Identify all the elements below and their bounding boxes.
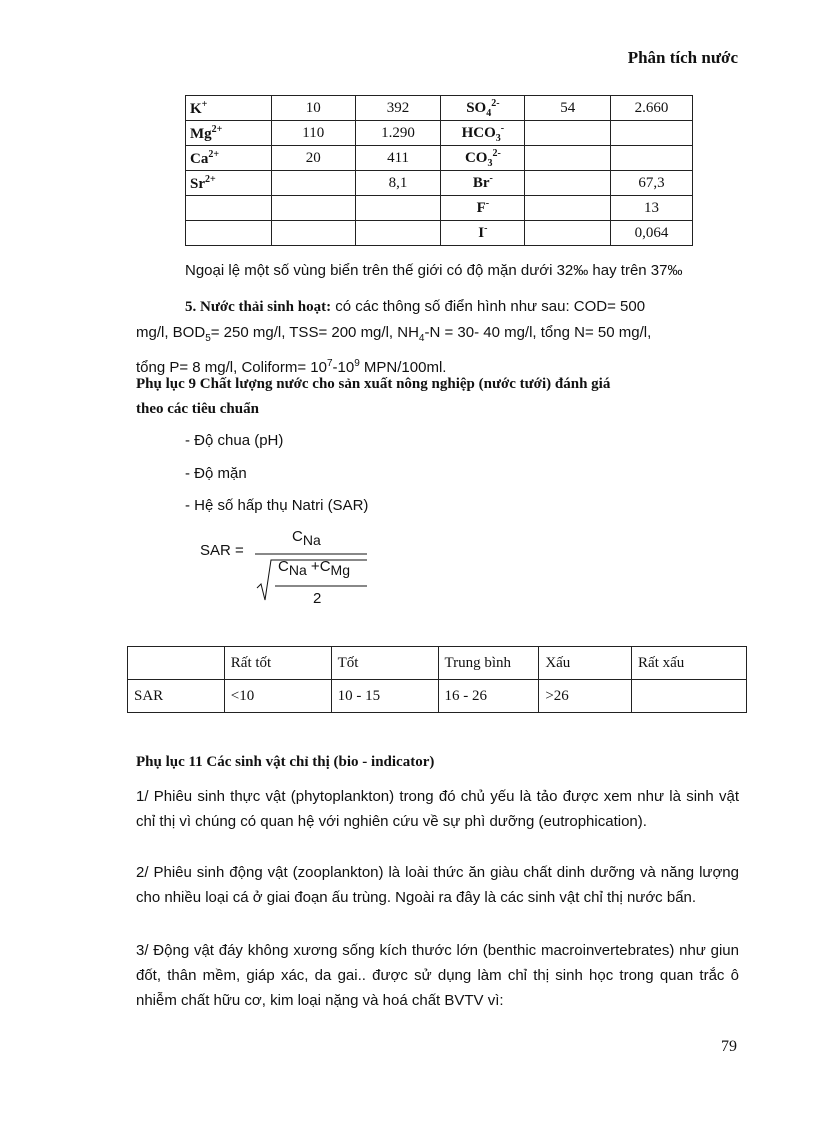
anion-value-b: 0,064 [611,221,693,246]
anion-value-b [611,121,693,146]
salinity-note: Ngoại lệ một số vùng biển trên thế giới có độ mặn dưới 32‰ hay trên 37‰ [185,262,683,279]
cation-value-b [355,221,441,246]
appendix-9-heading: Phụ lục 9 Chất lượng nước cho sản xuất nông nghiệp (nước tưới) đánh giá theo các tiêu chuẩn [136,376,611,417]
anion-value-b: 13 [611,196,693,221]
cation-cell: $Sr^{2+}$ [186,171,272,196]
anion-value-a [525,146,611,171]
cation-value-b [355,196,441,221]
anion-value-a: 54 [525,96,611,121]
cation-cell: $Ca^{2+}$ [186,146,272,171]
anion-cell: $HCO_3^-$ [441,121,525,146]
ion-concentration-table [185,95,693,246]
cation-value-a [271,221,355,246]
appendix-11-paragraph-2: 2/ Phiêu sinh động vật (zooplankton) là loài thức ăn giàu chất dinh dưỡng và năng lượng cho nhiều loại cá ở giai đoạn ấu trùng. Ngoài ra đây là các sinh vật chỉ thị nước bẩn. [136,864,739,906]
appendix-11-paragraph-1: 1/ Phiêu sinh thực vật (phytoplankton) trong đó chủ yếu là tảo được xem như là sinh vật chỉ thị vì chúng có quan hệ với nghiên cứu về sự phì dưỡng (eutrophication). [136,788,739,830]
sar-formula [200,528,400,618]
cation-value-a: 110 [271,121,355,146]
formula-lhs: SAR = [200,542,244,559]
anion-value-b: 67,3 [611,171,693,196]
ion-table-row [186,171,693,196]
sar-classification-table [127,646,747,713]
cation-value-b: 1.290 [355,121,441,146]
page-header-title: Phân tích nước [627,48,738,67]
anion-cell: $SO_4^{2-}$ [441,96,525,121]
anion-cell: F- [441,196,525,221]
cation-cell [186,221,272,246]
anion-cell: Br- [441,171,525,196]
anion-value-a [525,171,611,196]
cation-value-a [271,196,355,221]
bullet-ph: - Độ chua (pH) [185,432,284,449]
cation-value-b: 392 [355,96,441,121]
cation-cell [186,196,272,221]
bullet-sar: - Hệ số hấp thụ Natri (SAR) [185,497,369,514]
cation-value-b: 411 [355,146,441,171]
sar-table-value-row: SAR <10 10 - 15 16 - 26 >26 [128,680,747,713]
page-number: 79 [721,1038,737,1055]
anion-value-a [525,121,611,146]
cation-cell: $Mg^{2+}$ [186,121,272,146]
cation-value-a: 20 [271,146,355,171]
bullet-salinity: - Độ mặn [185,465,247,482]
anion-cell: $CO_3^{2-}$ [441,146,525,171]
ion-table-row [186,146,693,171]
anion-value-b: 2.660 [611,96,693,121]
cation-value-b: 8,1 [355,171,441,196]
appendix-11-heading: Phụ lục 11 Các sinh vật chỉ thị (bio - indicator) [136,754,435,770]
formula-numerator: $C_{Na}$ [292,528,321,548]
anion-value-a [525,196,611,221]
cation-value-a: 10 [271,96,355,121]
formula-inner-sum: $C_{Na} +C_{Mg}$ [278,558,350,578]
appendix-11-paragraph-3: 3/ Động vật đáy không xương sống kích thước lớn (benthic macroinvertebrates) như giun đốt, thân mềm, giáp xác, da gai.. được sử dụng làm chỉ thị sinh học trong quan trắc ô nhiễm chất hữu cơ, kim loại nặng và hoá chất BVTV vì: [136,942,739,1009]
ion-table-row [186,221,693,246]
sar-table-header-row: Rất tốt Tốt Trung bình Xấu Rất xấu [128,647,747,680]
cation-cell: K+ [186,96,272,121]
ion-table-row [186,196,693,221]
section-5-paragraph: 5. Nước thải sinh hoạt: có các thông số điển hình như sau: COD= 500 mg/l, $BOD_5= 250$ mg/l, TSS= 200 mg/l, $NH_4-N = 30-$ 40 mg/l, tổng N= 50 mg/l, tổng P= 8 mg/l, Coliform= $10^7-10^9$ MPN/100ml. [136,298,652,376]
ion-table-row [186,121,693,146]
cation-value-a [271,171,355,196]
anion-value-b [611,146,693,171]
anion-cell: I- [441,221,525,246]
ion-table-row [186,96,693,121]
section-5-title: 5. Nước thải sinh hoạt: [185,299,332,315]
anion-value-a [525,221,611,246]
formula-denominator: 2 [313,590,322,607]
